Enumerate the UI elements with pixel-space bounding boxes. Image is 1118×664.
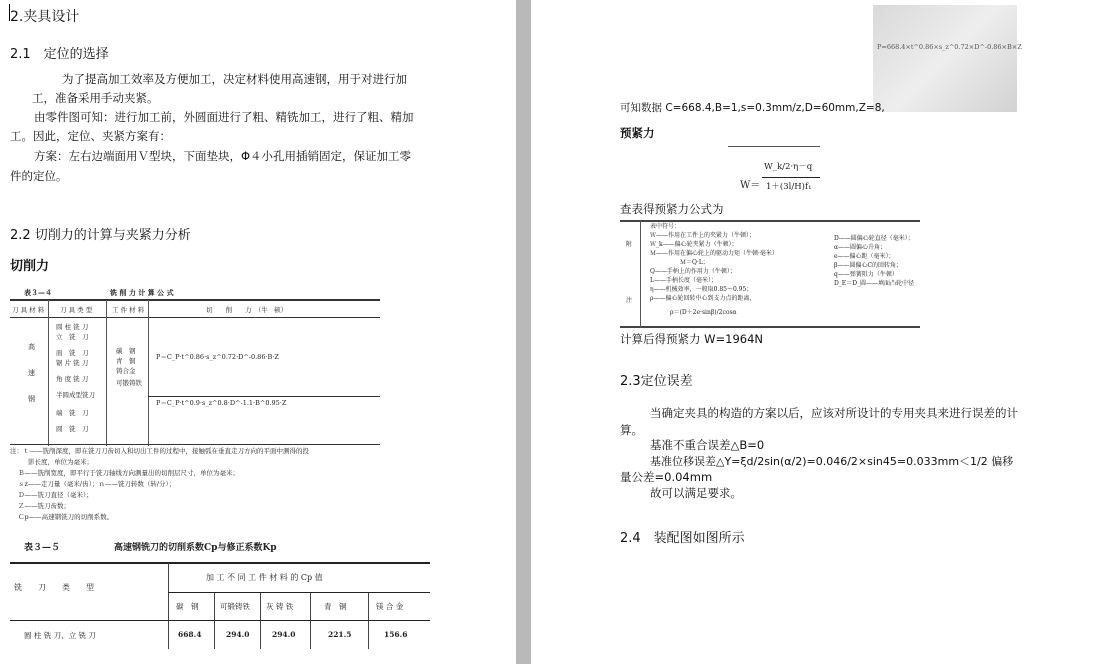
tool-type-4: 角 度 铣 刀 [56,375,89,383]
paragraph-2-cont[interactable]: 工。因此，定位、夹紧方案有： [10,129,171,143]
tool-type-3: 锯 片 铣 刀 [56,359,89,367]
table-3-5-number: 表３—５ [24,543,61,553]
preload-result[interactable]: 计算后得预紧力 W=1964N [620,332,764,346]
paragraph-2[interactable]: 由零件图可知：进行加工前，外圆面进行了粗、精铣加工，进行了粗、精加 [34,110,414,124]
section-2-4-title[interactable]: 2.4 装配图如图所示 [620,531,745,546]
legend-row-label-2: 注 [626,297,633,304]
legend-left-8: ρ——偏心轮回转中心到支力点的距离， [650,295,756,302]
left-page [0,0,516,664]
paragraph-3-cont[interactable]: 件的定位。 [10,169,68,183]
legend-left-3: Ｍ——作用在偏心轮上的驱动力矩（牛顿·毫米） [650,250,778,257]
formula-denominator: 1＋(3l/H)f₁ [766,182,812,192]
material-malleable-iron: 可锻铸铁 [220,602,250,611]
cp-carbon-steel: 668.4 [178,630,202,639]
table-3-4-title: 铣 削 力 计 算 公 式 [110,288,174,297]
material-char-1: 速 [28,369,35,377]
error-datum-shift-cont[interactable]: 量公差=0.04mm [620,470,713,484]
tool-type-5: 半圆成型铣刀 [56,391,95,399]
cp-malleable-iron: 294.0 [226,630,250,639]
paragraph-1[interactable]: 为了提高加工效率及方便加工，决定材料使用高速钢，用于对进行加 [62,72,407,86]
table-3-5-col-tool-type: 铣 刀 类 型 [14,583,94,592]
tool-type-0: 圆 柱 铣 刀 [56,323,89,331]
legend-right-5: D_E＝D_圆——填面凸轮中径 [834,280,915,287]
legend-right-3: β——圆偏心C的回转角； [834,262,903,269]
formula-cutting-force-1: P＝C_P·t^0.86·s_z^0.72·D^-0.86·B·Z [156,353,279,361]
formula-numerator: W_k/2·η－q [764,162,813,172]
tool-type-7: 圆 铣 刀 [56,425,89,433]
note-line-2: Ｂ——铣削宽度，即平行于铣刀轴线方向测量出的切削层尺寸，单位为毫米； [18,469,239,477]
legend-right-0: D——圆偏心轮直径（毫米）； [834,235,914,242]
material-bronze: 青 铜 [324,602,347,611]
formula-cutting-force-2: P＝C_P·t^0.9·s_z^0.8·D^-1.1·B^0.95·Z [156,399,287,407]
note-line-3: ｓz——走刀量（毫米/齿）；ｎ——铣刀转数（转/分）； [18,480,176,488]
legend-left-2: Ｗ_k——偏心轮夹紧力（牛顿）； [650,241,738,248]
material-char-0: 高 [28,343,35,351]
section-2-2-title[interactable]: 2.2 切削力的计算与夹紧力分析 [10,228,191,243]
work-material-1: 青 铜 [116,357,136,365]
lookup-text[interactable]: 查表得预紧力公式为 [620,202,724,216]
table-3-4-header-1: 刀 具 类 型 [60,306,93,314]
note-line-6: Ｃp——高速钢铣刀的切削系数。 [18,513,114,521]
known-data-line[interactable]: 可知数据 C=668.4,B=1,s=0.3mm/z,D=60mm,Z=8, [620,102,885,114]
legend-left-5: Q——手柄上的作用力（牛顿）； [650,268,736,275]
table-3-5-row-label: 圆 柱 铣 刀、立 铣 刀 [24,631,96,640]
chapter-heading[interactable]: 2.夹具设计 [10,9,80,25]
preload-title[interactable]: 预紧力 [620,126,655,140]
legend-rho-formula: ρ＝(D＋2e·sinβ)/2cosα [670,309,737,316]
cp-magnesium-alloy: 156.6 [384,630,408,639]
formula-lhs: W＝ [740,180,761,191]
tool-type-6: 端 铣 刀 [56,409,89,417]
error-conclusion[interactable]: 故可以满足要求。 [650,486,742,500]
legend-left-7: η——机械效率，一般取0.85～0.95； [650,286,753,293]
section-2-1-title[interactable]: 2.1 定位的选择 [10,47,109,62]
paragraph-1-cont[interactable]: 工，准备采用手动夹紧。 [32,91,159,105]
legend-right-4: q——弹簧阻力（牛顿） [834,271,898,278]
material-gray-iron: 灰 铸 铁 [266,602,294,611]
table-3-4-scan [10,286,380,446]
material-magnesium-alloy: 镁 合 金 [376,602,404,611]
tool-type-1: 立 铣 刀 [56,333,89,341]
table-3-4-notes [10,442,390,522]
table-3-5-scan [10,536,430,651]
cp-gray-iron: 294.0 [272,630,296,639]
preload-formula [740,146,820,200]
legend-left-1: Ｗ——作用在工件上的夹紧力（牛顿）； [650,232,756,239]
error-paragraph-1[interactable]: 当确定夹具的构造的方案以后，应该对所设计的专用夹具来进行误差的计 [650,406,1018,420]
table-3-5-title: 高速钢铣刀的切削系数Cp与修正系数Kp [114,543,277,553]
photo-formula-text: P=668.4×t^0.86×s_z^0.72×D^-0.86×B×Z [877,43,1022,51]
note-line-4: Ｄ——铣刀直径（毫米）； [18,491,93,499]
legend-left-4: Ｍ＝Q·L； [680,259,709,266]
table-3-4-number: 表３—４ [24,288,52,297]
legend-left-6: L——手柄长度（毫米）； [650,277,717,284]
work-material-3: 可锻铸铁 [116,379,142,387]
table-3-4-header-3: 切 削 力 （牛 顿） [206,306,288,314]
note-line-1: 影长度，单位为毫米； [28,458,93,466]
legend-right-1: α——圆偏心升角； [834,244,887,251]
cp-bronze: 221.5 [328,630,352,639]
page-gutter [516,0,531,664]
error-paragraph-1-cont[interactable]: 算。 [620,423,643,437]
legend-right-2: e——偏心距（毫米）； [834,253,895,260]
error-datum-shift[interactable]: 基准位移误差△Y=ξd/2sin(α/2)=0.046/2×sin45=0.033mm＜1/2 偏移 [650,455,1014,468]
table-3-4-header-0: 刀 具 材 料 [12,306,45,314]
tool-type-2: 面 铣 刀 [56,349,89,357]
material-carbon-steel: 碳 钢 [176,602,199,611]
table-3-4-header-2: 工 件 材 料 [112,306,145,314]
legend-left-0: 表中符号： [650,223,681,230]
symbol-legend-scan [620,220,920,328]
note-line-0: 注：ｔ——铣削深度，即在铣刀刀齿切入和切出工件的过程中，接触弧在垂直走刀方向的平面中测得的投 [10,447,309,455]
note-line-5: Ｚ——铣刀齿数； [18,502,70,510]
paragraph-3[interactable]: 方案：左右边端面用Ｖ型块，下面垫块，Φ４小孔用插销固定，保证加工零 [34,149,412,163]
work-material-2: 铸合金 [116,367,136,375]
subheading-cutting-force[interactable]: 切削力 [10,259,50,274]
legend-row-label-1: 附 [626,241,633,248]
work-material-0: 碳 钢 [116,347,136,355]
formula-photo [873,5,1022,112]
section-2-3-title[interactable]: 2.3定位误差 [620,374,693,389]
material-char-2: 钢 [28,395,35,403]
table-3-5-group-header: 加 工 不 同 工 件 材 料 的 Cp 值 [206,573,323,582]
error-datum-mismatch[interactable]: 基准不重合误差△B=0 [650,438,765,452]
